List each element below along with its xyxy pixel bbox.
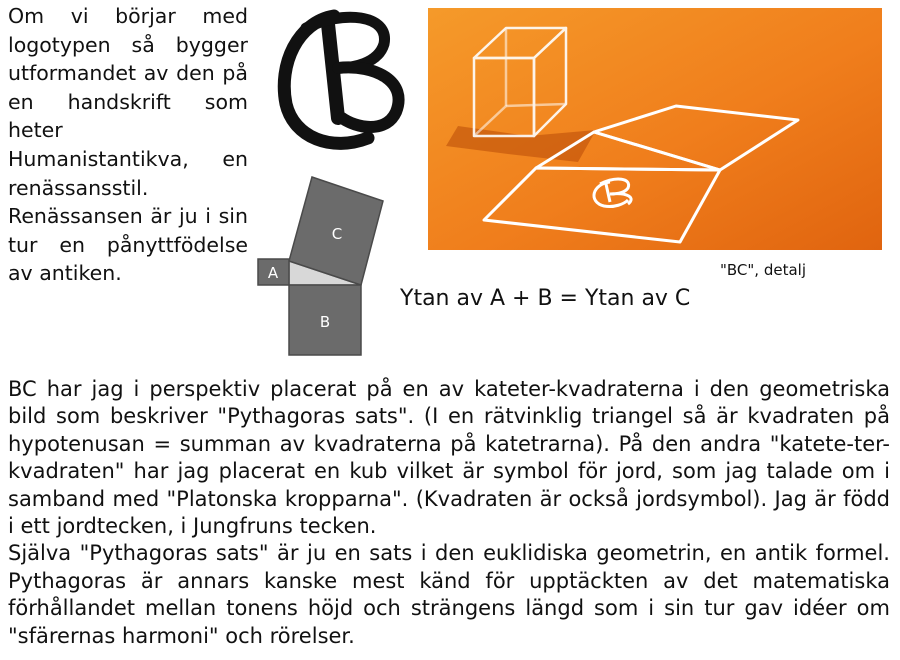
body-paragraph-1: BC har jag i perspektiv placerat på en av kateter-kvadraterna i den geometriska bild som beskriver "Pythagoras sats". (I en rätvinklig triangel så är kvadraten på hypotenusan = summan av kvadraterna på katetrarna). På den andra "katete-ter-kvadraten" har jag placerat en kub vilket är symbol för jord, som jag talade om i samband med "Platonska kropparna". (Kvadraten är också jordsymbol). Jag är född i ett jordtecken, i Jungfruns tecken. [8, 377, 890, 539]
label-b: B [319, 313, 331, 331]
body-text [8, 376, 890, 650]
formula: Ytan av A + B = Ytan av C [400, 286, 691, 311]
bc-monogram-icon [272, 6, 420, 156]
intro-paragraph: Om vi börjar med logotypen så bygger utformandet av den på en handskrift som heter Humanistantikva, en renässansstil. Renässansen är ju i sin tur en pånyttfödelse av antiken. [8, 4, 248, 286]
label-c: C [331, 225, 343, 243]
pythagoras-diagram [255, 175, 390, 360]
photo-caption: "BC", detalj [720, 261, 806, 279]
label-a: A [267, 264, 279, 282]
photo-background [428, 8, 882, 250]
body-paragraph-2: Själva "Pythagoras sats" är ju en sats i den euklidiska geometrin, en antik formel. Pythagoras är annars kanske mest känd för upptäckten av det matematiska förhållandet mellan tonens höjd och strängens längd som i sin tur gav idéer om "sfärernas harmoni" och rörelser. [8, 541, 890, 648]
cube-photo [428, 8, 882, 250]
